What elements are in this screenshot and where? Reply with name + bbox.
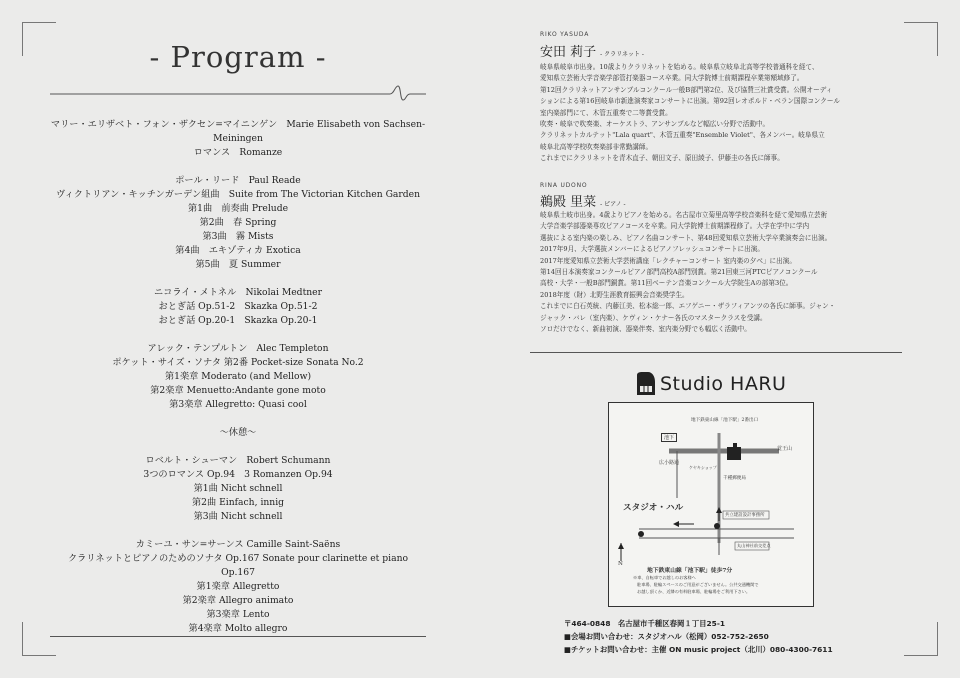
program-composer: アレック・テンプルトン Alec Templeton [147, 343, 329, 354]
program-spacer [50, 412, 426, 426]
bio-line: 2018年度（財）北野生涯教育振興会音楽奨学生。 [540, 290, 689, 299]
access-map [608, 402, 814, 607]
program-work: 第3曲 霧 Mists [202, 231, 274, 242]
piano-icon [636, 372, 656, 396]
performer-1-bio [540, 62, 898, 165]
bio-line: 第12回クラリネットアンサンブルコンクール一般B部門第2位、及び協賛三社賞受賞。公開オーディ [540, 85, 833, 94]
bio-line: 吹奏・岐阜で吹奏楽、オーケストラ、アンサンブルなど幅広い分野で活動中。 [540, 120, 770, 129]
performer-2-name [540, 191, 626, 210]
map-label-north: N [618, 561, 623, 567]
program-page [50, 0, 426, 678]
program-composer: ニコライ・メトネル Nikolai Medtner [153, 287, 323, 298]
map-note-1: ※車、自転車でお越しのお客様へ [633, 575, 696, 580]
program-spacer [50, 328, 426, 342]
bio-line: 選抜による室内楽の楽しみ、ピアノ名曲コンサート、第48回愛知県立芸術大学卒業演奏会に出演。 [540, 233, 832, 242]
program-work: おとぎ話 Op.20-1 Skazka Op.20-1 [158, 315, 318, 326]
program-work: おとぎ話 Op.51-2 Skazka Op.51-2 [158, 301, 318, 312]
contact-info [564, 617, 833, 656]
program-composer: ポール・リード Paul Reade [175, 175, 301, 186]
bottom-rule [50, 636, 426, 637]
program-work: 第1曲 前奏曲 Prelude [187, 203, 289, 214]
program-spacer [50, 440, 426, 454]
performer-1-instrument: - クラリネット - [600, 51, 644, 58]
program-work: 第3楽章 Allegretto: Quasi cool [169, 399, 307, 410]
studio-logo-text: Studio HARU [660, 373, 787, 395]
studio-logo [636, 370, 786, 398]
bio-line: クラリネットカルテット"Lala quart"、木管五重奏"Ensemble Violet"、各メンバー。岐阜県立 [540, 131, 825, 140]
bio-line: これまでにクラリネットを青木直子、朝田文子、原田綾子、伊藤圭の各氏に師事。 [540, 154, 784, 163]
performer-1-name [540, 41, 644, 60]
program-work: ロマンス Romanze [193, 147, 283, 158]
corner-mark-top-right [904, 22, 938, 56]
performer-2-bio [540, 210, 898, 335]
bio-line: これまでに白石英統、内藤江美、松本総一郎、エフゲニー・ザラフィアンツの各氏に師事。ジャン・ [540, 302, 836, 311]
bio-line: 高校・大学・一般B部門銅賞。第11回ベーテン音楽コンクール大学院生Aの部第3位。 [540, 279, 793, 288]
map-label-building2: 丸山神社前交差点 [737, 543, 771, 548]
performer-1-name-text: 安田 莉子 [540, 45, 597, 60]
bio-line: 2017年9月、大学選抜メンバーによるピアノフレッシュコンサートに出演。 [540, 245, 764, 254]
program-spacer [50, 524, 426, 538]
ticket-contact-line: ■チケットお問い合わせ：主催 ON music project（北川）080-4300-7611 [564, 645, 833, 654]
map-label-ikeshita: 池下 [661, 433, 677, 442]
performer-2-name-en: RINA UDONO [540, 182, 588, 189]
program-composer: ロベルト・シューマン Robert Schumann [145, 455, 331, 466]
program-spacer [50, 160, 426, 174]
program-work: 第2曲 Einfach, innig [191, 497, 285, 508]
program-work: ポケット・サイズ・ソナタ 第2番 Pocket-size Sonata No.2 [112, 357, 364, 368]
bio-line: 第14回日本演奏家コンクールピアノ部門高校A部門別賞。第21回東三河PTCピアノコンクール [540, 268, 818, 277]
program-work: クラリネットとピアノのためのソナタ Op.167 Sonate pour clarinette et piano Op.167 [67, 553, 409, 578]
program-work: 第3曲 Nicht schnell [193, 511, 283, 522]
bio-line: ションによる第16回岐阜市新進演奏家コンサートに出演。第92回レオポルド・ベラン国際コンクール [540, 97, 840, 106]
program-list [50, 118, 426, 636]
address-line: 〒464-0848 名古屋市千種区春岡１丁目25-1 [564, 619, 726, 628]
map-label-studio: スタジオ・ハル [623, 503, 684, 513]
program-heading: - Program - [149, 40, 327, 74]
bio-line: 2017年度愛知県立芸術大学芸術講座「レクチャーコンサート 室内楽の夕べ」に出演。 [540, 256, 796, 265]
performer-2-instrument: - ピアノ - [600, 201, 626, 208]
heading-divider [50, 84, 426, 102]
program-work: 第2曲 春 Spring [199, 217, 277, 228]
program-work: 第1楽章 Moderato (and Mellow) [164, 371, 312, 382]
map-label-subway-exit: 地下鉄東山線「池下駅」2番出口 [691, 418, 759, 423]
program-composer: ～休憩～ [219, 427, 257, 438]
program-work: ヴィクトリアン・キッチンガーデン組曲 Suite from The Victorian Kitchen Garden [55, 189, 421, 200]
bio-line: 岐阜県土岐市出身。4歳よりピアノを始める。名古屋市立菊里高等学校音楽科を経て愛知県立芸術 [540, 211, 828, 219]
map-label-building1: 共立建設設計事務所 [725, 513, 765, 518]
program-work: 第5曲 夏 Summer [195, 259, 281, 270]
program-work: 第3楽章 Lento [206, 609, 270, 620]
bio-line: 大学音楽学部器楽専攻ピアノコースを卒業。同大学院博士前期課程修了。大学在学中に学内 [540, 222, 810, 231]
performer-1-name-en: RIKO YASUDA [540, 31, 590, 38]
bio-line: ソロだけでなく、新曲初演、器楽伴奏、室内楽分野でも幅広く活動中。 [540, 325, 751, 334]
map-label-kakuozan: 覚王山 [777, 446, 793, 452]
bio-line: ジャック・バレ（室内楽）、ケヴィン・ケナー各氏のマスタークラスを受講。 [540, 313, 767, 322]
program-spacer [50, 272, 426, 286]
corner-mark-bottom-right [904, 622, 938, 656]
bio-line: 愛知県立芸術大学音楽学部管打楽器コース卒業。同大学院博士前期課程卒業第額域修了。 [540, 74, 804, 83]
bio-line: 室内楽部門にて、木管五重奏で二等賞受賞。 [540, 108, 672, 117]
program-work: 第1曲 Nicht schnell [193, 483, 283, 494]
bio-line: 岐阜県岐阜市出身。10歳よりクラリネットを始める。岐阜県立岐阜北高等学校普通科を経て、 [540, 63, 819, 71]
map-note-3: お越し頂くか、近隣の有料駐車場、駐輪場をご利用下さい。 [637, 589, 751, 594]
section-separator [530, 352, 902, 353]
map-note-2: 駐車場、駐輪スペースのご用意がございません。公共交通機関で [637, 582, 759, 587]
info-page [530, 0, 902, 678]
program-work: 第2楽章 Allegro animato [182, 595, 294, 606]
program-work: 3つのロマンス Op.94 3 Romanzen Op.94 [143, 469, 333, 480]
map-label-shop: ケヤキショップ [689, 465, 717, 470]
performer-2-name-text: 鵜殿 里菜 [540, 195, 597, 210]
program-work: 第4曲 エキゾティカ Exotica [175, 245, 301, 256]
program-work: 第4楽章 Molto allegro [188, 623, 288, 634]
program-work: 第1楽章 Allegretto [196, 581, 280, 592]
map-label-walk: 地下鉄東山線「池下駅」徒歩7分 [647, 568, 733, 574]
bio-line: 岐阜北高等学校吹奏楽部非常勤講師。 [540, 142, 653, 151]
program-work: 第2楽章 Menuetto:Andante gone moto [150, 385, 326, 396]
venue-contact-line: ■会場お問い合わせ：スタジオハル（松岡）052-752-2650 [564, 632, 769, 641]
program-composer: マリー・エリザベト・フォン・ザクセン=マイニンゲン Marie Elisabeth von Sachsen-Meiningen [50, 119, 426, 144]
map-label-bank: 千種郵便局 [723, 476, 746, 481]
map-label-hiroikoji: 広小路通 [659, 460, 680, 466]
program-composer: カミーユ・サン=サーンス Camille Saint-Saëns [135, 539, 341, 550]
